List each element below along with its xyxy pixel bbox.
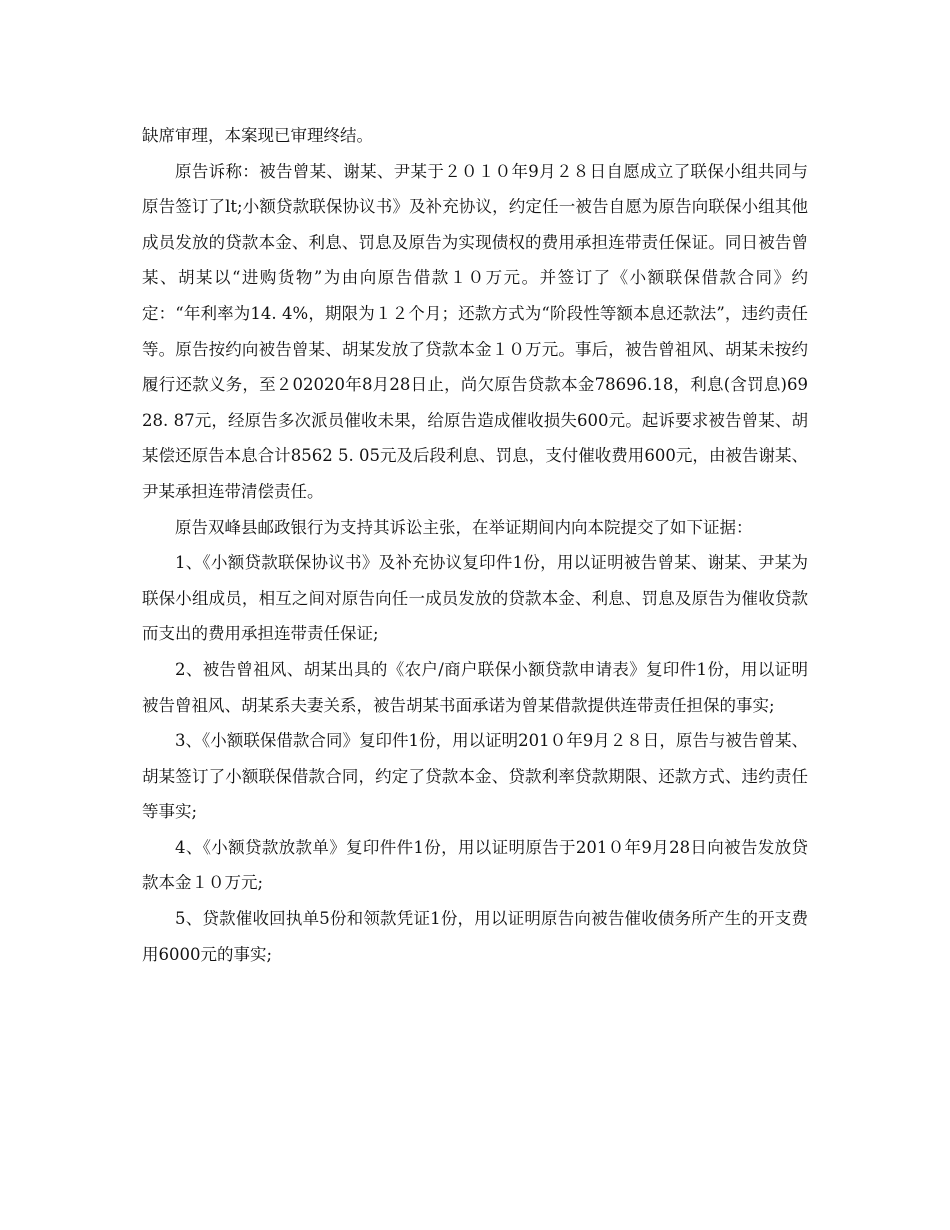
document-body bbox=[142, 118, 808, 972]
paragraph-case-closing: 缺席审理，本案现已审理终结。 bbox=[142, 126, 373, 145]
paragraph-evidence-intro: 原告双峰县邮政银行为支持其诉讼主张，在举证期间内向本院提交了如下证据： bbox=[175, 517, 753, 537]
paragraph-evidence-2: 2、被告曾祖风、胡某出具的《农户/商户联保小额贷款申请表》复印件1份，用以证明被告曾祖风、胡某系夫妻关系，被告胡某书面承诺为曾某借款提供连带责任担保的事实; bbox=[142, 659, 808, 715]
paragraph-evidence-3: 3、《小额联保借款合同》复印件1份，用以证明201０年9月２８日，原告与被告曾某、胡某签订了小额联保借款合同，约定了贷款本金、贷款利率贷款期限、还款方式、违约责任等事实; bbox=[142, 731, 808, 822]
paragraph-plaintiff-claim: 原告诉称：被告曾某、谢某、尹某于２０１０年9月２８日自愿成立了联保小组共同与原告签订了lt;小额贷款联保协议书》及补充协议，约定任一被告自愿为原告向联保小组其他成员发放的贷款本金、利息、罚息及原告为实现债权的费用承担连带责任保证。同日被告曾某、胡某以“进购货物”为由向原告借款１０万元。并签订了《小额联保借款合同》约定：“年利率为14. 4%，期限为１２个月；还款方式为“阶段性等额本息还款法”，违约责任等。原告按约向被告曾某、胡某发放了贷款本金１０万元。事后，被告曾祖风、胡某未按约履行还款义务，至２02020年8月28日止，尚欠原告贷款本金78696.18，利息(含罚息)6928. 87元，经原告多次派员催收未果，给原告造成催收损失600元。起诉要求被告曾某、胡某偿还原告本息合计8562 5. 05元及后段利息、罚息，支付催收费用600元，由被告谢某、尹某承担连带清偿责任。 bbox=[142, 161, 808, 501]
paragraph-evidence-5: 5、贷款催收回执单5份和领款凭证1份，用以证明原告向被告催收债务所产生的开支费用6000元的事实; bbox=[142, 909, 808, 964]
paragraph-evidence-1: 1、《小额贷款联保协议书》及补充协议复印件1份，用以证明被告曾某、谢某、尹某为联保小组成员，相互之间对原告向任一成员发放的贷款本金、利息、罚息及原告为催收贷款而支出的费用承担连带责任保证; bbox=[142, 553, 808, 644]
paragraph-evidence-4: 4、《小额贷款放款单》复印件件1份，用以证明原告于201０年9月28日向被告发放贷款本金１０万元; bbox=[142, 837, 808, 893]
